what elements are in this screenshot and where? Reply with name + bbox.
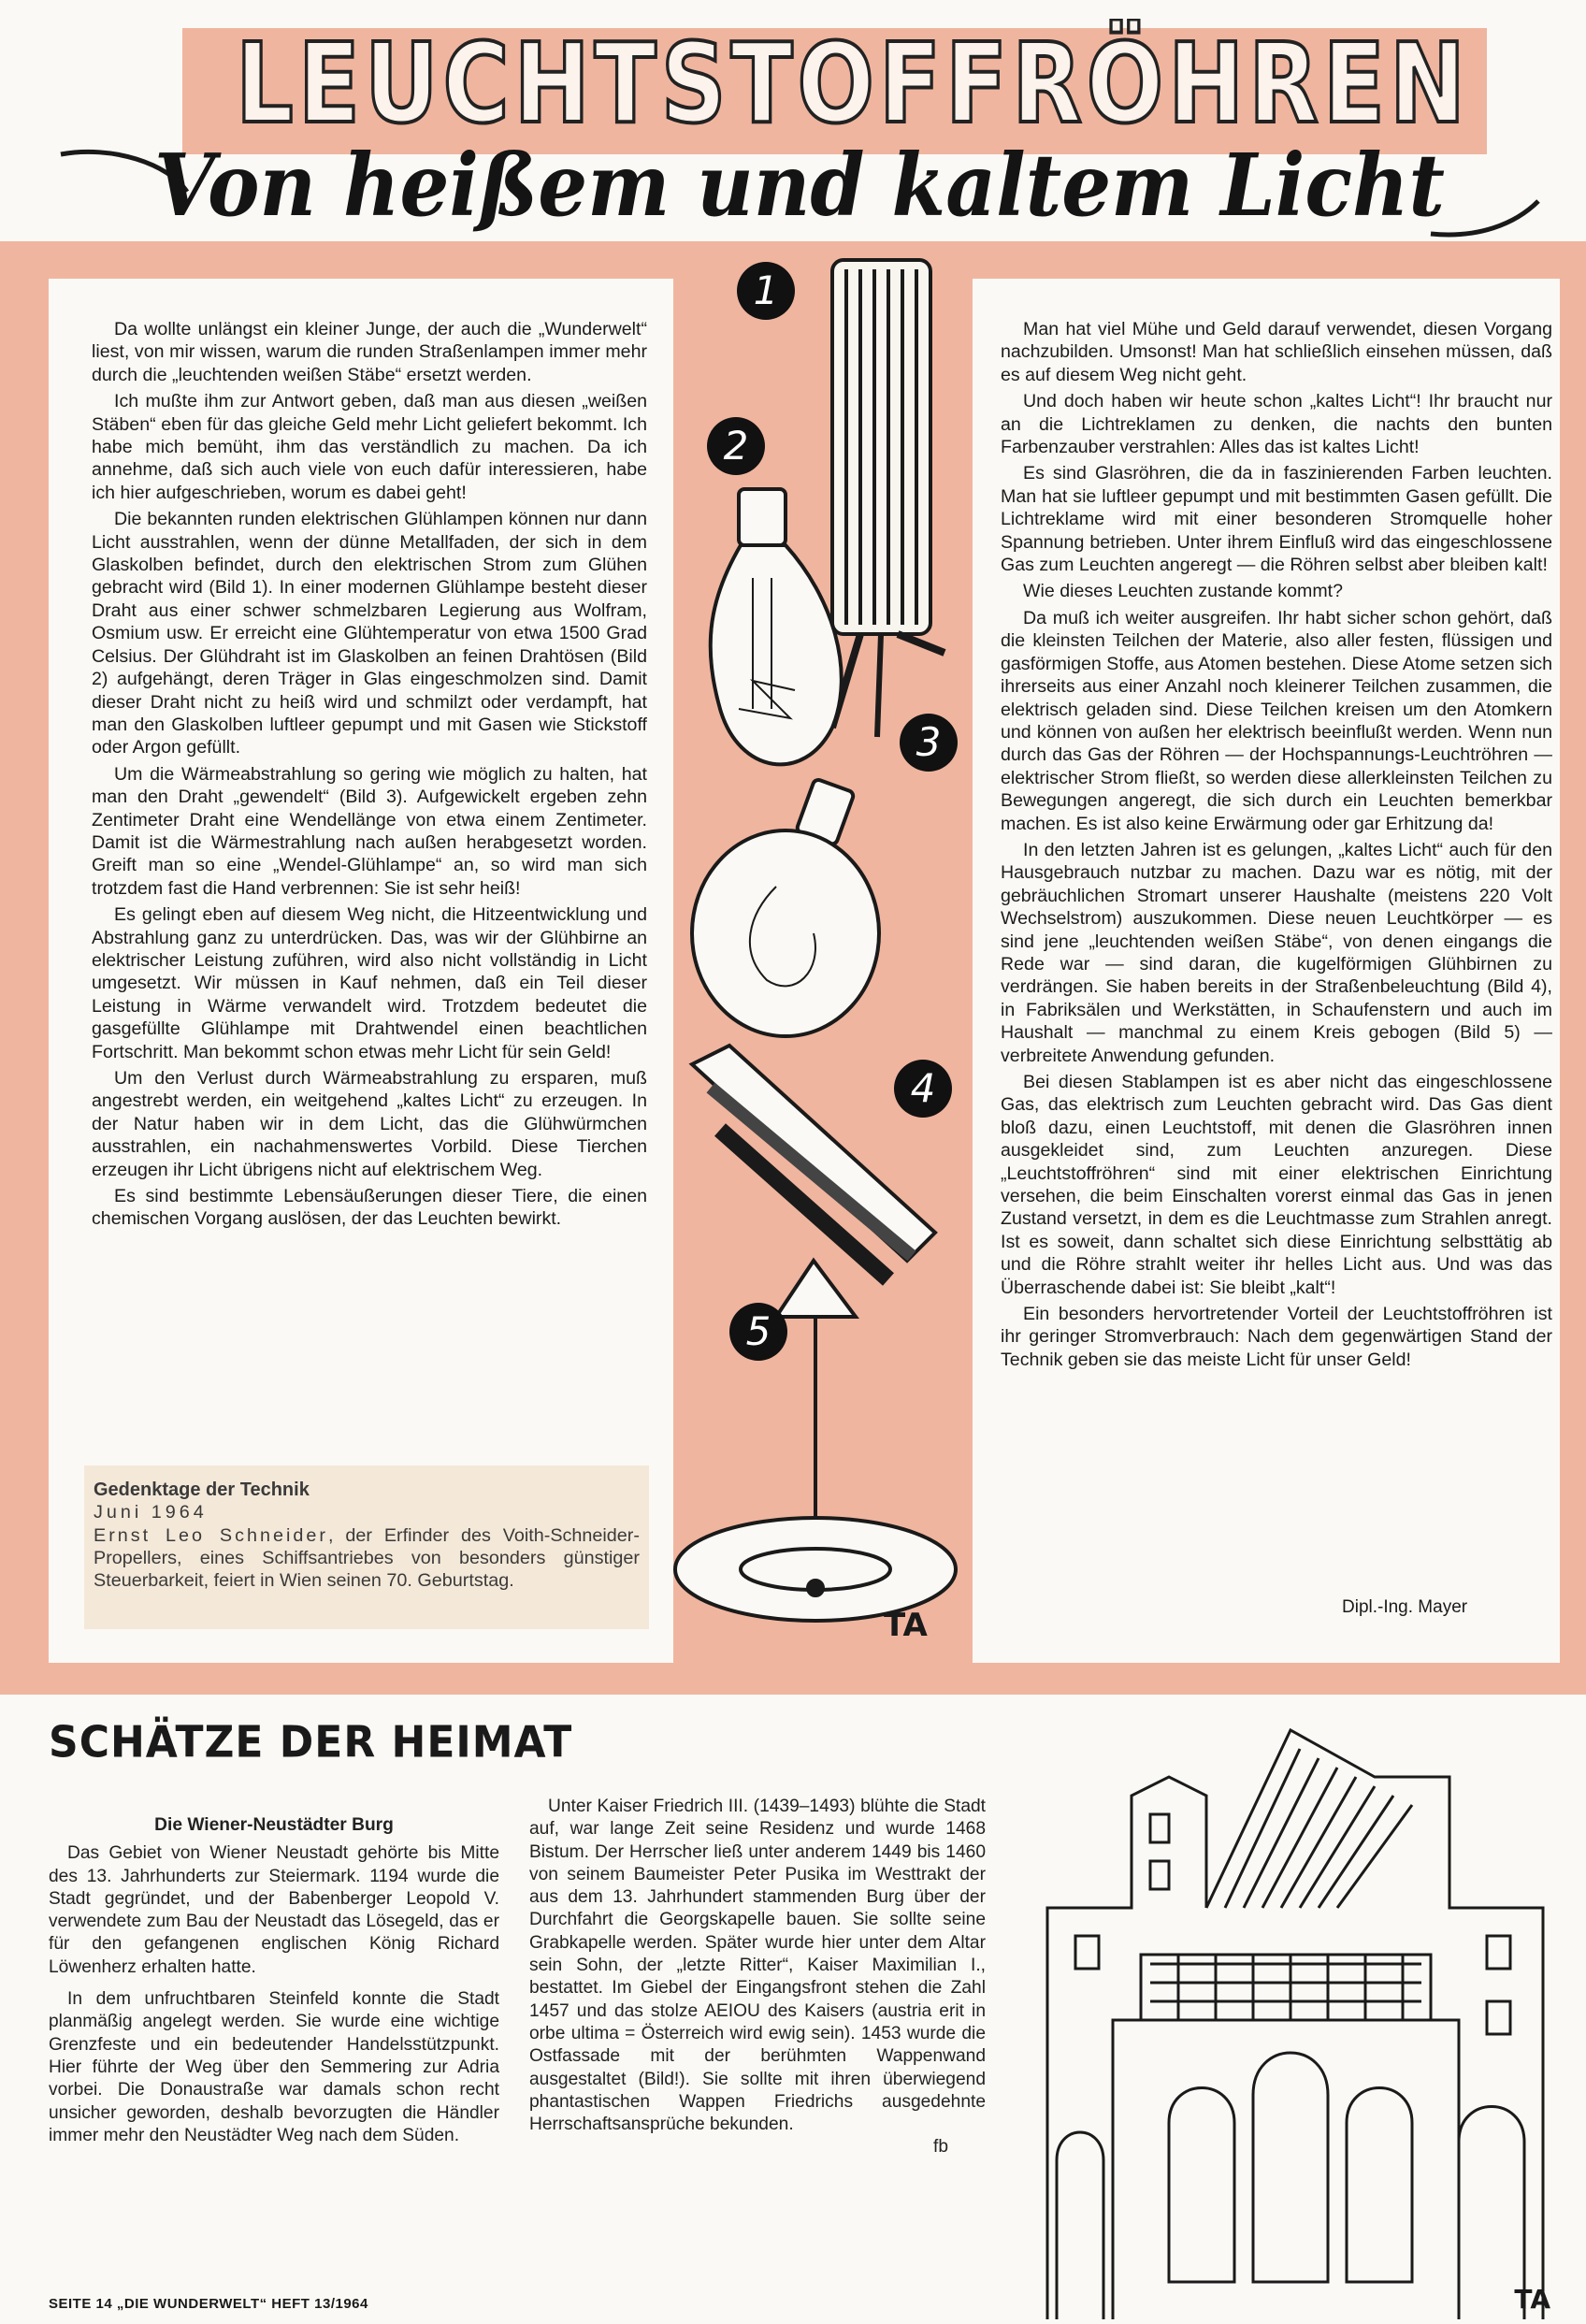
paragraph: Es sind bestimmte Lebensäußerungen dieser Tiere, die einen chemischen Vorgang auslösen, der das Leuchten bewirkt. [92,1186,647,1230]
ring-lamp-illustration [675,1261,956,1621]
paragraph: Und doch haben wir heute schon „kaltes Licht“! Ihr braucht nur an die Lichtreklamen zu denken, die nachts den bunten Farbenzauber verstrahlen: Alles das ist kaltes Licht! [1001,391,1552,458]
lamp-illustrations [673,241,973,1663]
paragraph: Da muß ich weiter ausgreifen. Ihr habt sicher schon gehört, daß die kleinsten Teilchen der Materie, also aller festen, flüssigen und gasförmigen Stoffe, aus Atomen bestehen. Diese Atome setzen sich ihrerseits aus einer Anzahl noch kleinerer Teilchen zusammen, die elektrisch geladen sind. Diese Teilchen kreisen um den Atomkern und können von außen her elektrisch beeinflußt werden. Wenn nun durch das Gas der Röhren — der Hochspannungs-Leuchtröhren — elektrischer Strom fließt, so werden diese allerkleinsten Teilchen zu Bewegungen angeregt, die sich durch ein Leuchten bemerkbar machen. Es ist also keine Erwärmung oder gar Erhitzung da! [1001,607,1552,834]
paragraph: Die bekannten runden elektrischen Glühlampen können nur dann Licht ausstrahlen, wenn der dünne Metallfaden, der sich in dem Glaskolben befindet, durch den elektrischen Strom zum Glühen gebracht wird (Bild 1). In einer modernen Glühlampe besteht dieser Draht aus einer schwer schmelzbaren Legierung aus Wolfram, Osmium usw. Er erreicht eine Glühtemperatur von etwa 1500 Grad Celsius. Der Glühdraht ist im Glaskolben an feinen Drahtösen (Bild 2) aufgehängt, deren Träger in Glas eingeschmolzen sind. Damit dieser Draht nicht zu heiß wird und schmilzt oder verdampft, hat man den Glaskolben luftleer gepumpt und mit Gasen wie Stickstoff oder Argon gefüllt. [92,509,647,758]
gedenktage-text [94,1524,640,1593]
section2-column-2 [529,1796,986,2159]
section2-sign: fb [932,2137,948,2158]
gedenktage-body: , der Erfinder des Voith-Schneider-Propellers, eines Schiffsantriebes von besonders günstiger Steuerbarkeit, feiert in Wien seinen 70. Geburtstag. [94,1524,640,1592]
section2-title: SCHÄTZE DER HEIMAT [49,1717,573,1768]
paragraph: Ich mußte ihm zur Antwort geben, daß man aus diesen „weißen Stäben“ eben für das gleiche Geld mehr Licht geliefert bekommt. Ich habe mich bemüht, ihm das verständlich zu machen. Da ich annehme, daß sich auch viele von euch dafür interessieren, habe ich hier aufgeschrieben, worum es dabei geht! [92,391,647,503]
illustrator-signature: TA [884,1607,928,1644]
wendel-bulb-illustration [692,778,879,1036]
paragraph: Da wollte unlängst ein kleiner Junge, der auch die „Wunderwelt“ liest, von mir wissen, warum die runden Straßenlampen immer mehr durch die „leuchtenden weißen Stäbe“ ersetzt werden. [92,319,647,385]
article-left-column [92,318,647,1231]
paragraph: In dem unfruchtbaren Steinfeld konnte die Stadt planmäßig angelegt werden. Sie wurde eine wichtige Grenzfeste und ein bedeutender Handelsstützpunkt. Hier führte der Weg über den Semmering zur Adria vorbei. Die Donaustraße war damals schon recht unsicher geworden, deshalb bevorzugten die Händler immer mehr den Neustädter Weg nach dem Süden. [49,1989,499,2145]
figure-number-3: 3 [900,714,958,772]
paragraph: Man hat viel Mühe und Geld darauf verwendet, diesen Vorgang nachzubilden. Umsonst! Man hat schließlich einsehen müssen, daß es auf diesem Weg nicht geht. [1001,319,1552,385]
paragraph: Unter Kaiser Friedrich III. (1439–1493) blühte die Stadt auf, war lange Zeit seine Residenz und wurde 1468 Bistum. Der Herrscher ließ unter anderem 1449 bis 1460 von seinem Baumeister Peter Pusika im Westtrakt der aus dem 13. Jahrhundert stammenden Burg über der Durchfahrt die Georgskapelle bauen. Sie sollte seine Grabkapelle werden. Später wurde hier unter dem Altar sein Sohn, der „letzte Ritter“, Kaiser Maximilian I., bestattet. Im Giebel der Eingangsfront stehen die Zahl 1457 und das stolze AEIOU des Kaisers (austria erit in orbe ultima = Österreich wird ewig sein). 1453 wurde die Ostfassade mit der berühmten Wappenwand ausgestaltet (Bild!). Sie sollte mit ihren überwiegend phantastischen Wappen Friedrichs ausgedehnte Herrschaftsansprüche bekunden. [529,1797,986,2135]
lamp-shade-illustration [832,260,944,737]
section2-subtitle: Die Wiener-Neustädter Burg [154,1815,394,1835]
figure-number-4: 4 [894,1060,952,1118]
section2-column-1 [49,1814,499,2147]
burg-illustration-signature: TA [1514,2284,1550,2315]
title-main [224,19,1482,150]
gedenktage-box [84,1465,649,1629]
paragraph: Das Gebiet von Wiener Neustadt gehörte bis Mitte des 13. Jahrhunderts zur Steiermark. 1194 wurde die Stadt gegründet, und der Babenberger Leopold V. verwendete zum Bau der Neustadt das Lösegeld, das er für den gefangenen englischen König Richard Löwenherz erhalten hatte. [49,1843,499,1977]
figure-number-2: 2 [707,417,765,475]
paragraph: Um den Verlust durch Wärmeabstrahlung zu ersparen, muß angestrebt werden, ein weitgehend „kaltes Licht“ zu erzeugen. In der Natur haben wir in dem Licht, das die Glühwürmchen ausstrahlen, ein nachahmenswertes Vorbild. Diese Tierchen erzeugen ihr Licht übrigens nicht auf elektrischem Weg. [92,1068,647,1180]
bulb-illustration [711,489,842,764]
paragraph: Bei diesen Stablampen ist es aber nicht das eingeschlossene Gas, das elektrisch zum Leuchten gebracht wird. Das Gas dient bloß dazu, einen Leuchtstoff, mit denen die Glasröhren innen ausgekleidet sind, zum Leuchten anzuregen. Diese „Leuchtstoffröhren“ sind mit einer elektrischen Einrichtung versehen, die beim Einschalten vorerst einmal das Gas in jenen Zustand versetzt, in dem es die Leuchtmasse zum Strahlen anregt. Ist es soweit, dann schaltet sich diese Einrichtung selbsttätig ab und die Röhre strahlt weiter ihr helles Licht aus. Und was das Überraschende dabei ist: Sie bleibt „kalt“! [1001,1072,1552,1298]
page-footer: SEITE 14 „DIE WUNDERWELT“ HEFT 13/1964 [49,2296,368,2312]
gedenktage-person: Ernst Leo Schneider [94,1524,328,1546]
right-margin-band [1560,241,1586,1663]
paragraph: Um die Wärmeabstrahlung so gering wie möglich zu halten, hat man den Draht „gewendelt“ (Bild 3). Aufgewickelt ergeben zehn Zentimeter Draht eine Wendellänge von etwa einem Zentimeter. Damit ist die Wärmestrahlung nach außen herabgesetzt worden. Greift man so eine „Wendel-Glühlampe“ an, so wird man sich trotzdem fast die Hand verbrennen: Sie ist sehr heiß! [92,763,647,899]
paragraph: Es gelingt eben auf diesem Weg nicht, die Hitzeentwicklung und Abstrahlung ganz zu unterdrücken. Das, was wir der Glühbirne an elektrischer Leistung zuführen, wird also nicht vollständig in Licht umgesetzt. Wir müssen in Kauf nehmen, daß ein Teil dieser Leistung in Wärme verwandelt wird. Trotzdem bedeutet die gasgefüllte Glühlampe mit Drahtwendel einen beachtlichen Fortschritt. Man bekommt schon etwas mehr Licht für sein Geld! [92,904,647,1062]
left-margin-band [0,241,49,1663]
title-script-text: Von heißem und kaltem Licht [154,136,1445,236]
gedenktage-date: Juni 1964 [94,1502,208,1523]
burg-illustration [1019,1721,1560,2319]
paragraph: In den letzten Jahren ist es gelungen, „kaltes Licht“ auch für den Hausgebrauch nutzbar zu machen. Dazu war es nötig, mit der gebräuchlichen Stromart unserer Haushalte (meistens 220 Volt Wechselstrom) auszukommen. Diese neuen Leuchtkörper — es sind jene „leuchtenden weißen Stäbe“, von denen eingangs die Rede war — sind daran, die kugelförmigen Glühbirnen zu verdrängen. Sie haben bereits in der Straßenbeleuchtung (Bild 4), in Fabriksälen und Werkstätten, in Schaufenstern und auch im Haushalt — manchmal zu einem Kreis gebogen (Bild 5) — verbreitete Anwendung gefunden. [1001,839,1552,1066]
paragraph: Wie dieses Leuchten zustande kommt? [1023,581,1343,602]
bottom-band [0,1663,1586,1695]
article-author: Dipl.-Ing. Mayer [1342,1597,1468,1617]
figure-number-5: 5 [729,1303,787,1361]
paragraph: Es sind Glasröhren, die da in faszinierenden Farben leuchten. Man hat sie luftleer gepumpt und mit bestimmten Gasen gefüllt. Die Lichtreklame wird mit einer besonderen Stromquelle hoher Spannung betrieben. Unter ihrem Einfluß wird das eingeschlossene Gas zum Leuchten angeregt — die Röhren selbst aber bleiben kalt! [1001,463,1552,576]
figure-number-1: 1 [737,262,795,320]
article-right-column [1001,318,1552,1371]
paragraph: Ein besonders hervortretender Vorteil der Leuchtstoffröhren ist ihr geringer Stromverbrauch: Nach dem gegenwärtigen Stand der Technik geben sie das meiste Licht für unser Geld! [1001,1304,1552,1370]
gedenktage-heading: Gedenktage der Technik [94,1480,310,1500]
title-main-text: LEUCHTSTOFFRÖHREN [236,19,1470,148]
title-script [56,136,1543,248]
